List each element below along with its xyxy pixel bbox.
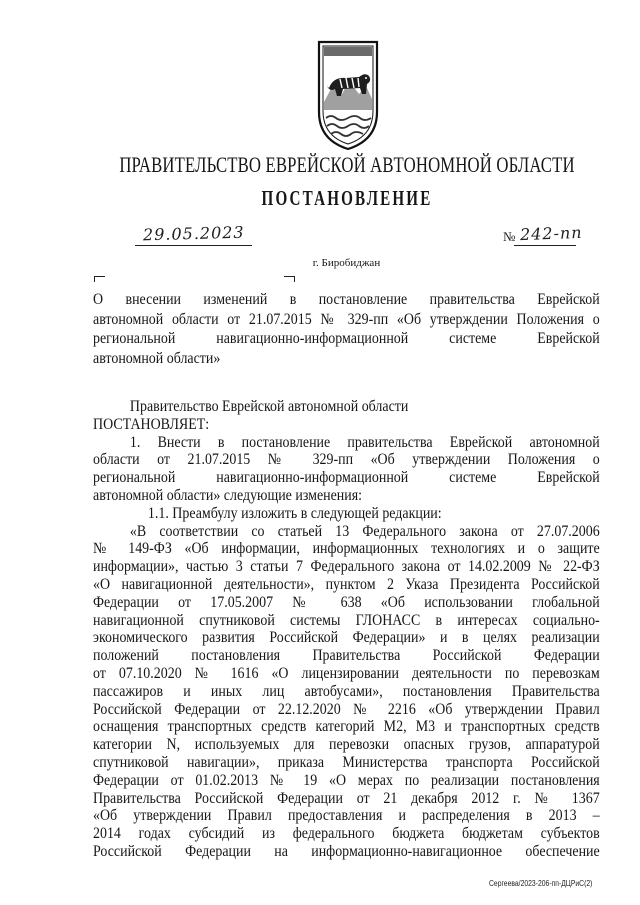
body-line: Российской Федерации от 22.12.2020 № 2216 «Об утверждении Правил — [93, 700, 600, 718]
document-type: ПОСТАНОВЛЕНИЕ — [261, 186, 432, 210]
body-line: экономического развития Российской Федерации» и в целях реализации — [93, 629, 600, 647]
number-underline — [514, 245, 576, 246]
body-line: «В соответствии со статьей 13 Федерального закона от 27.07.2006 — [129, 522, 600, 540]
body-line: 1.1. Преамбулу изложить в следующей редакции: — [147, 504, 442, 522]
body-line: автономной области» следующие изменения: — [93, 486, 363, 504]
body-line: категории N, используемых для перевозки опасных грузов, аппаратурой — [93, 736, 600, 754]
executor-footer: Сергеева/2023-206-пп-ДЦРиС(2) — [489, 879, 593, 888]
city-name: г. Биробиджан — [312, 257, 381, 269]
number-sign: № — [503, 229, 516, 244]
body-line: Федерации от 17.05.2007 № 638 «Об использовании глобальной — [93, 593, 600, 611]
body-line: региональной навигационно-информационной системе Еврейской — [93, 469, 600, 487]
subject-line: региональной навигационно-информационной системе Еврейской — [93, 330, 600, 348]
coat-of-arms-graphic — [316, 38, 380, 152]
body-line: Правительство Еврейской автономной области — [129, 398, 409, 415]
date-underline — [135, 245, 252, 246]
body-line: от 07.10.2020 № 1616 «О лицензировании деятельности по перевозкам — [93, 664, 600, 682]
subject-line: автономной области» — [93, 349, 221, 367]
body-line: 2014 годах субсидий из федерального бюджета бюджетам субъектов — [93, 825, 600, 843]
body-line: «О навигационной деятельности», пунктом 2 Указа Президента Российской — [93, 575, 600, 593]
body-line: положений постановления Правительства Российской Федерации — [93, 647, 600, 665]
body-line: пассажиров и иных лиц автобусами», постановления Правительства — [93, 682, 600, 700]
body-line: Федерации от 01.02.2013 № 19 «О мерах по реализации постановления — [93, 771, 600, 789]
document-subject — [93, 290, 600, 368]
body-line: ПОСТАНОВЛЯЕТ: — [93, 415, 210, 433]
corner-mark-left — [94, 276, 105, 282]
body-line: Правительства Российской Федерации от 21 декабря 2012 г. № 1367 — [93, 789, 600, 807]
body-line: информации», частью 3 статьи 7 Федерального закона от 14.02.2009 № 22-ФЗ — [93, 558, 600, 576]
document-number: 242-пп — [519, 222, 583, 245]
body-line: спутниковой навигации», приказа Министерства транспорта Российской — [93, 753, 600, 771]
subject-line: О внесении изменений в постановление правительства Еврейской — [93, 291, 600, 308]
government-title: ПРАВИТЕЛЬСТВО ЕВРЕЙСКОЙ АВТОНОМНОЙ ОБЛАСТИ — [118, 152, 575, 177]
document-date: 29.05.2023 — [142, 222, 245, 245]
body-line: области от 21.07.2015 № 329-пп «Об утверждении Положения о — [93, 451, 600, 469]
body-line: № 149-ФЗ «Об информации, информационных технологиях и о защите — [93, 540, 600, 558]
corner-mark-right — [284, 276, 295, 282]
body-line: Российской Федерации на информационно-навигационное обеспечение — [93, 842, 600, 860]
document-body — [93, 398, 600, 861]
coat-of-arms-icon — [316, 38, 380, 152]
body-line: навигационной спутниковой системы ГЛОНАСС в интересах социально- — [93, 611, 600, 629]
body-line: 1. Внести в постановление правительства Еврейской автономной — [129, 433, 600, 451]
subject-line: автономной области от 21.07.2015 № 329-пп «Об утверждении Положения о — [93, 310, 600, 328]
body-line: «Об утверждении Правил предоставления и распределения в 2013 – — [93, 807, 600, 825]
body-line: оснащения транспортных средств категорий М2, М3 и транспортных средств — [93, 718, 600, 736]
